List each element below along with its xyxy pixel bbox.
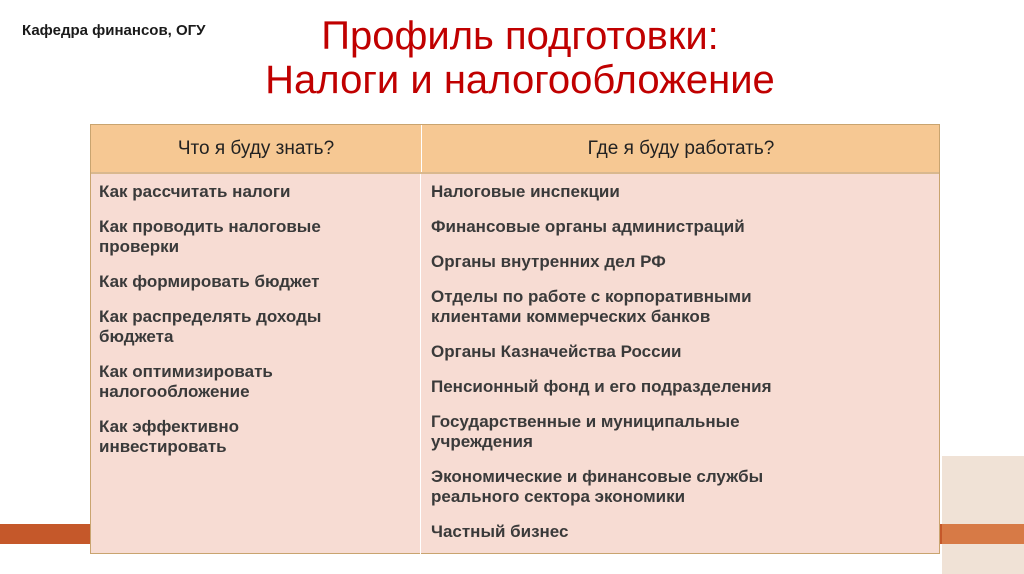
list-item: Государственные и муниципальные учреждения xyxy=(431,412,740,451)
list-item: Как проводить налоговые проверки xyxy=(99,217,321,256)
list-item: Как эффективно инвестировать xyxy=(99,417,240,456)
list-item: Пенсионный фонд и его подразделения xyxy=(431,377,772,396)
table-header-workplaces: Где я буду работать? xyxy=(587,137,775,159)
list-item: Как рассчитать налоги xyxy=(99,182,291,201)
department-label: Кафедра финансов, ОГУ xyxy=(22,22,206,39)
list-item: Экономические и финансовые службы реального сектора экономики xyxy=(431,467,764,506)
table-header-knowledge: Что я буду знать? xyxy=(91,125,422,172)
list-item: Органы внутренних дел РФ xyxy=(431,252,666,271)
list-item: Частный бизнес xyxy=(431,522,569,541)
list-item: Как оптимизировать налогообложение xyxy=(99,362,273,401)
decorative-corner-band xyxy=(942,456,1024,574)
workplaces-column xyxy=(421,174,939,555)
list-item: Как распределять доходы бюджета xyxy=(99,307,322,346)
list-item: Налоговые инспекции xyxy=(431,182,620,201)
knowledge-column xyxy=(91,174,421,555)
list-item: Органы Казначейства России xyxy=(431,342,682,361)
decorative-corner-accent xyxy=(942,524,1024,544)
slide-title xyxy=(180,14,860,102)
list-item: Как формировать бюджет xyxy=(99,272,320,291)
table-header-row xyxy=(91,125,939,174)
slide-title-line-1: Профиль подготовки: xyxy=(321,14,719,58)
list-item: Финансовые органы администраций xyxy=(431,217,745,236)
table-body-row xyxy=(91,174,939,555)
list-item: Отделы по работе с корпоративными клиентами коммерческих банков xyxy=(431,287,752,326)
profile-table xyxy=(90,124,940,554)
slide-title-line-2: Налоги и налогообложение xyxy=(265,58,775,102)
